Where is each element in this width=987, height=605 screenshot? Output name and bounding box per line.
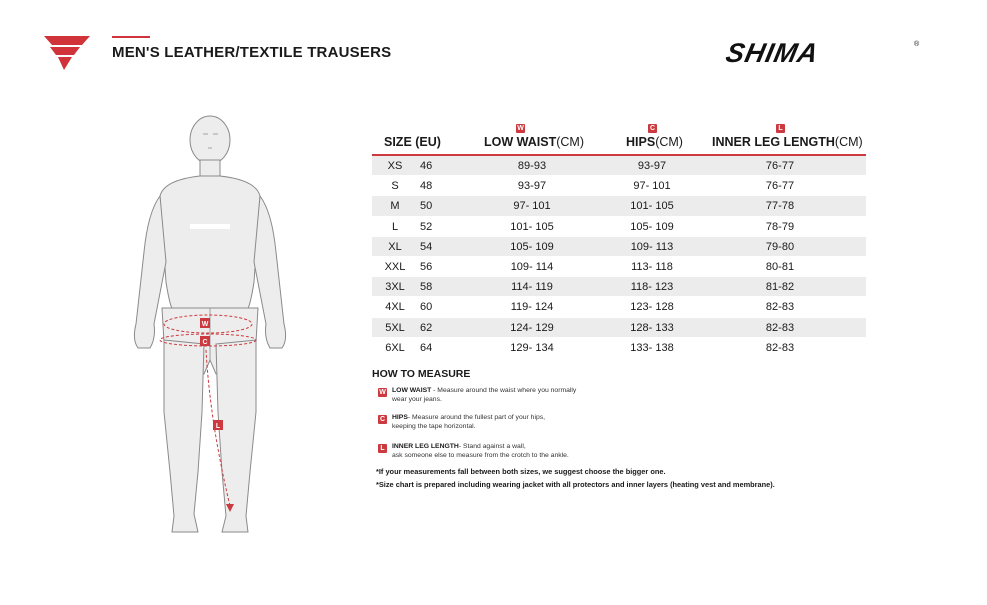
brand-mark-icon (44, 36, 92, 72)
table-row: 4XL 60 119- 124 123- 128 82-83 (372, 297, 866, 317)
measure-item-waist: W LOW WAIST - Measure around the waist where you normally wear your jeans. (379, 387, 577, 403)
note-size-chart: *Size chart is prepared including wearing jacket with all protectors and inner layers (heating vest and membrane). (376, 480, 775, 489)
body-figure (120, 112, 300, 544)
title-accent-line (112, 36, 150, 38)
waist-badge-icon: W (379, 389, 386, 396)
header-inner-leg: INNER LEG LENGTH(CM) (712, 135, 863, 149)
table-row: 5XL 62 124- 129 128- 133 82-83 (372, 318, 866, 338)
table-header (372, 122, 866, 156)
waist-marker-text: W (201, 321, 209, 328)
table-row: 6XL 64 129- 134 133- 138 82-83 (372, 338, 866, 358)
table-row: S 48 93-97 97- 101 76-77 (372, 176, 866, 196)
measure-item-hips: C HIPS- Measure around the fullest part of your hips, keeping the tape horizontal. (379, 414, 546, 430)
shima-logo (722, 36, 922, 70)
table-row: M 50 97- 101 101- 105 77-78 (372, 196, 866, 216)
header-size: SIZE (EU) (384, 135, 441, 149)
table-row: XL 54 105- 109 109- 113 79-80 (372, 237, 866, 257)
waist-badge-icon: W (517, 125, 524, 132)
note-between-sizes: *If your measurements fall between both sizes, we suggest choose the bigger one. (376, 467, 666, 476)
table-row: 3XL 58 114- 119 118- 123 81-82 (372, 277, 866, 297)
hips-badge-icon: C (379, 416, 386, 423)
registered-mark: ® (914, 41, 920, 48)
inner-leg-badge-icon: L (776, 124, 785, 133)
inner-leg-marker-text: L (215, 423, 221, 430)
table-row: L 52 101- 105 105- 109 78-79 (372, 217, 866, 237)
shima-logo-text: SHIMA (723, 37, 822, 68)
table-body (372, 156, 866, 358)
header-waist: LOW WAIST(CM) (484, 135, 584, 149)
inner-leg-badge-icon: L (378, 444, 387, 453)
how-to-measure-title: HOW TO MEASURE (372, 368, 471, 380)
hips-badge-icon: C (649, 125, 656, 132)
size-table (372, 122, 866, 358)
hips-marker-text: C (202, 339, 208, 346)
header-hips: HIPS(CM) (626, 135, 683, 149)
table-row: XXL 56 109- 114 113- 118 80-81 (372, 257, 866, 277)
table-row: XS 46 89-93 93-97 76-77 (372, 156, 866, 176)
page-title: MEN'S LEATHER/TEXTILE TRAUSERS (112, 44, 392, 61)
measure-item-inner-leg: L INNER LEG LENGTH- Stand against a wall, ask someone else to measure from the crotch to the ankle. (378, 443, 708, 460)
